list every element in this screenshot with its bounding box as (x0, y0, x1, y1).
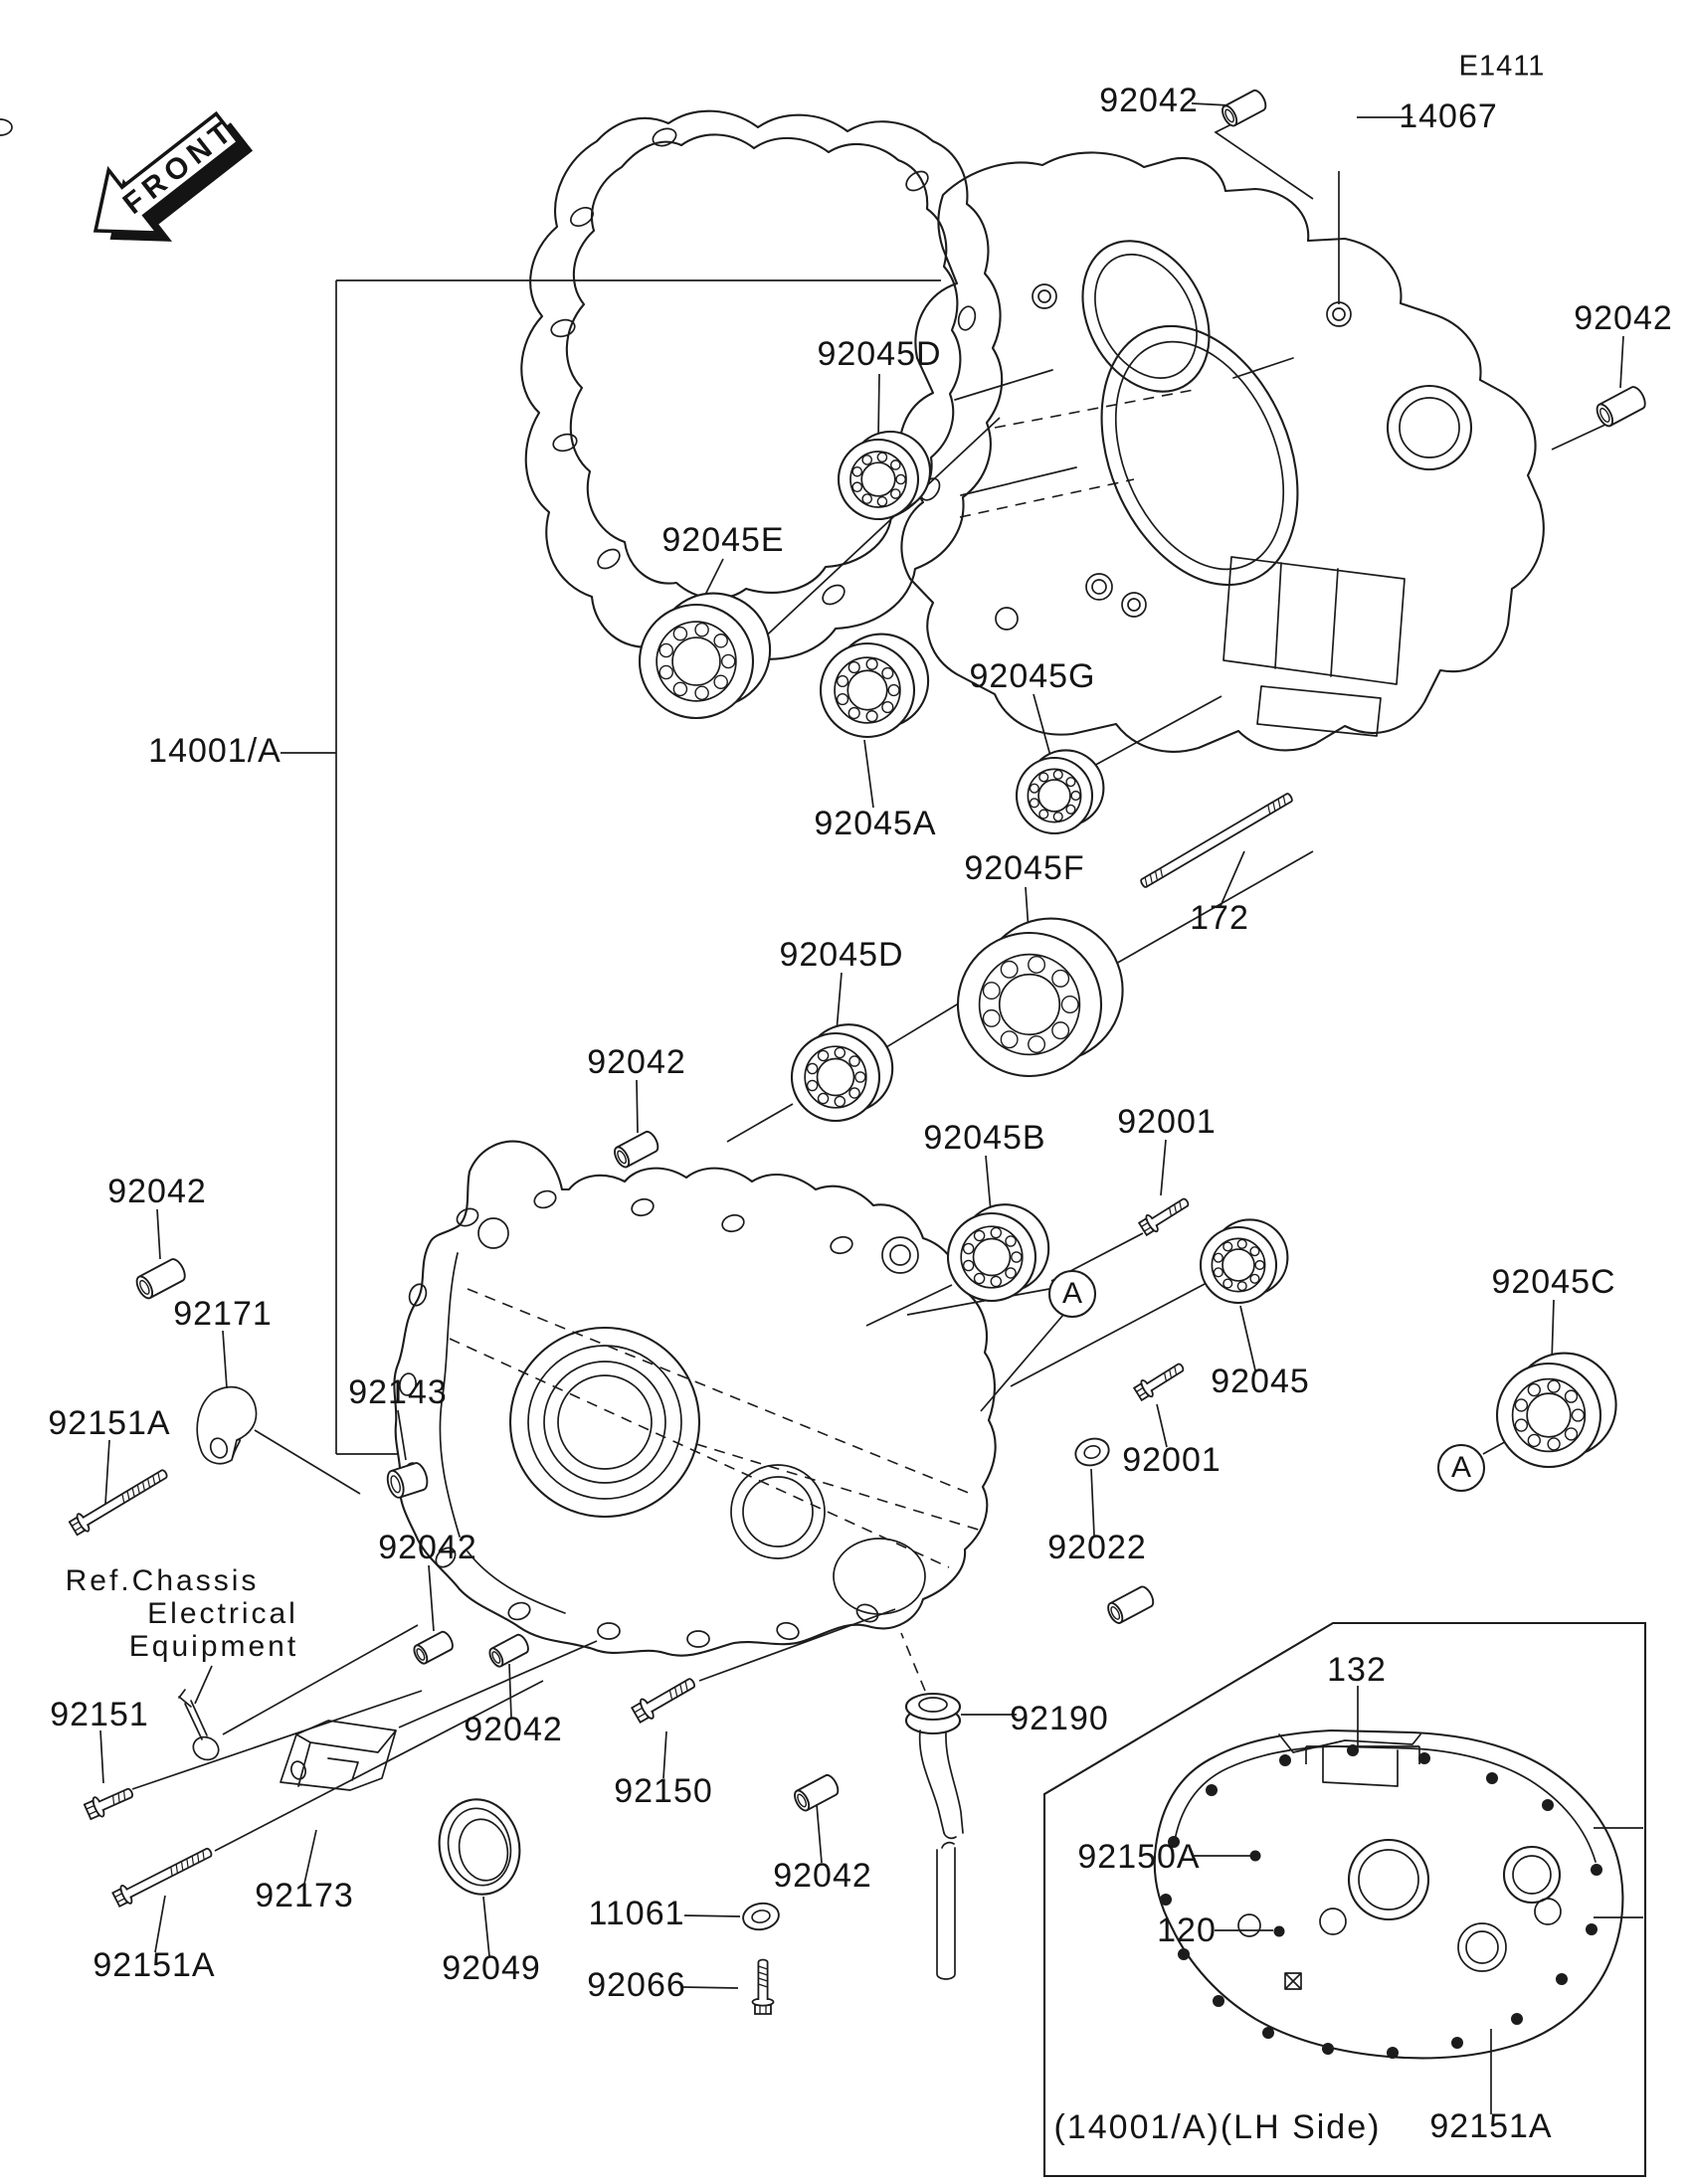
bolt-92001-lower (1133, 1359, 1188, 1402)
detail-marker-text: A (1061, 1276, 1083, 1310)
gasket-outer-outline (521, 111, 1002, 666)
inset-frame (1044, 1623, 1645, 2176)
inset-bolt-dot (1486, 1772, 1498, 1784)
inset-main-bore (1349, 1840, 1428, 1919)
crankcase-lh-outline (394, 1142, 995, 1656)
inset-bolt-dot (1347, 1744, 1359, 1756)
leader-line (215, 1681, 543, 1851)
dowel-pin-92042-top (1220, 89, 1268, 128)
bearing-92045C (1497, 1354, 1616, 1467)
inset-bolt-dot (1556, 1973, 1568, 1985)
part-label-92190: 92190 (1010, 1699, 1109, 1737)
part-label-ref-line1: Ref.Chassis (65, 1563, 260, 1597)
breather-hose-92190 (906, 1694, 963, 1979)
part-label-92171: 92171 (173, 1294, 273, 1333)
crankcase-lh-details (398, 1188, 925, 1647)
part-label-92045F: 92045F (964, 848, 1085, 887)
inset-case-inner-contour (1174, 1746, 1596, 1862)
hidden-line (696, 1444, 985, 1532)
leader-endpoint-dot (1274, 1926, 1285, 1937)
part-label-page-code: E1411 (1458, 50, 1546, 83)
detail-marker-A (1438, 1445, 1484, 1491)
bolt-92066 (753, 1960, 774, 2015)
leader-line (981, 1315, 1063, 1411)
leader-lines (100, 103, 1643, 2114)
leader-line (1090, 696, 1221, 768)
leader-line (1216, 121, 1313, 199)
dowel-pin-92042-a (412, 1630, 456, 1666)
leader-line (684, 1915, 740, 1916)
leader-endpoint-dot (1250, 1851, 1261, 1862)
leader-line (1620, 336, 1623, 388)
inset-bolt-dot (1322, 2043, 1334, 2055)
inset-bolt-dot (1387, 2047, 1399, 2059)
part-label-132: 132 (1327, 1650, 1387, 1689)
part-label-92151A-bottomright: 92151A (1429, 2106, 1553, 2145)
leader-line (509, 1664, 511, 1718)
bearing-92045D-lower (792, 1024, 892, 1121)
part-label-92045C: 92045C (1491, 1262, 1616, 1301)
part-label-92151A-upperleft: 92151A (48, 1403, 171, 1442)
part-label-ref-line2: Electrical (147, 1596, 298, 1630)
bolt-92151A-bottomleft (111, 1843, 215, 1909)
inset-bolt-dot (1178, 1948, 1190, 1960)
leader-line (1552, 1300, 1554, 1362)
part-label-92066: 92066 (587, 1965, 686, 2004)
part-label-92042-left: 92042 (107, 1172, 207, 1210)
inset-bolt-dot (1262, 2027, 1274, 2039)
hidden-line (995, 390, 1194, 428)
hidden-line (901, 1633, 925, 1691)
dowel-pin-92042-inset (1105, 1584, 1156, 1625)
part-label-92042-a: 92042 (378, 1528, 477, 1566)
oil-seal-92049 (431, 1792, 528, 1903)
inset-bolt-dot (1591, 1864, 1602, 1876)
leader-line (837, 973, 842, 1031)
leader-line (157, 1209, 160, 1259)
bearing-92045G (1017, 750, 1103, 833)
part-label-92001-lower: 92001 (1122, 1440, 1221, 1479)
bearing-92045F (958, 919, 1123, 1076)
washer-11061 (741, 1901, 781, 1932)
leader-line (132, 1691, 422, 1789)
inset-bolt-dot (1213, 1995, 1224, 2007)
leader-line (155, 1896, 165, 1952)
bolt-92001-upper (1138, 1193, 1193, 1237)
bolt-92151A-upperleft (69, 1464, 171, 1537)
inset-bolt-dot (1206, 1784, 1218, 1796)
part-label-92045: 92045 (1211, 1362, 1310, 1400)
inset-bolt-dot (1451, 2037, 1463, 2049)
part-label-92045G: 92045G (969, 656, 1096, 695)
leader-line (255, 1430, 360, 1494)
dowel-pin-92042-mid (612, 1130, 660, 1170)
dowel-pin-92042-right (1594, 385, 1648, 429)
leader-line (483, 1897, 489, 1956)
inset-bolt-dot (1279, 1754, 1291, 1766)
part-label-92042-mid: 92042 (587, 1042, 686, 1081)
dowel-pin-92143 (385, 1461, 431, 1500)
cotter-pin (179, 1690, 222, 1763)
part-label-92045A: 92045A (814, 804, 937, 842)
hidden-line (960, 479, 1134, 517)
detail-marker-A (1049, 1271, 1095, 1317)
inset-bolt-dot (1160, 1894, 1172, 1906)
leader-line (429, 1565, 434, 1631)
leader-line (986, 1156, 991, 1211)
part-label-caption: (14001/A)(LH Side) (1053, 2107, 1382, 2146)
part-label-92045B: 92045B (923, 1118, 1046, 1157)
part-label-11061: 11061 (588, 1894, 685, 1932)
bearing-92045D-upper (839, 432, 930, 519)
bearing-92045A (821, 635, 928, 737)
inset-bolt-dot (1586, 1923, 1597, 1935)
crankcase-drawings (0, 111, 1544, 1979)
leader-line (398, 1410, 406, 1460)
bearing-92045E (640, 594, 770, 718)
leader-line (1161, 1140, 1166, 1195)
bolt-92151 (84, 1782, 136, 1821)
front-arrow-label: FRONT (116, 112, 243, 221)
leader-line (105, 1440, 109, 1504)
hardware-parts (69, 89, 1648, 2014)
part-label-92042-right: 92042 (1574, 298, 1673, 337)
leader-line (195, 1666, 212, 1704)
part-label-92045E: 92045E (661, 520, 785, 559)
leader-line (727, 1104, 793, 1142)
part-label-92150: 92150 (614, 1771, 713, 1810)
part-label-92022: 92022 (1047, 1528, 1147, 1566)
part-label-ref-line3: Equipment (128, 1629, 299, 1663)
part-label-92143: 92143 (348, 1372, 448, 1411)
hidden-line (450, 1339, 949, 1567)
part-label-172: 172 (1190, 898, 1249, 937)
leader-line (864, 740, 873, 808)
part-label-92049: 92049 (442, 1948, 541, 1987)
leader-line (637, 1080, 638, 1133)
bearing-92045B (948, 1204, 1048, 1301)
leader-line (100, 1730, 103, 1783)
detail-marker-text: A (1450, 1450, 1472, 1484)
leader-line (1552, 424, 1607, 450)
leader-line (817, 1804, 822, 1863)
leader-line (223, 1331, 227, 1388)
inset-lh-side-view (1044, 1623, 1645, 2176)
part-label-92045D-upper: 92045D (817, 334, 942, 373)
part-label-92151A-bottomleft: 92151A (93, 1945, 216, 1984)
washer-92022 (1072, 1434, 1112, 1469)
inset-bolt-dot (1418, 1752, 1430, 1764)
leader-line (1240, 1306, 1255, 1370)
inset-bolt-dot (1511, 2013, 1523, 2025)
clamp-92171-hole (208, 1436, 230, 1460)
leader-line (1033, 694, 1050, 756)
part-label-14067: 14067 (1399, 96, 1498, 135)
part-label-92150A: 92150A (1077, 1837, 1201, 1876)
leader-line (1091, 1469, 1094, 1536)
part-label-120: 120 (1157, 1911, 1217, 1949)
front-direction-arrow (71, 92, 266, 274)
leader-line (878, 374, 879, 438)
part-label-92151: 92151 (50, 1695, 149, 1733)
leader-line (663, 1731, 666, 1778)
part-label-92042-top: 92042 (1099, 81, 1199, 119)
part-label-92173: 92173 (255, 1876, 354, 1914)
dowel-pin-92042-b (487, 1633, 531, 1669)
inset-top-bracket (1279, 1734, 1420, 1786)
bearing-92045 (1201, 1219, 1287, 1303)
part-label-92042-b: 92042 (464, 1710, 563, 1748)
leader-line (682, 1987, 738, 1988)
part-label-14001A: 14001/A (148, 731, 282, 770)
part-label-92045D-lower: 92045D (779, 935, 904, 974)
part-label-92042-hose: 92042 (773, 1856, 872, 1895)
hidden-line (468, 1289, 971, 1494)
inset-bolt-dot (1542, 1799, 1554, 1811)
stud-172 (1140, 793, 1293, 888)
bolt-92150 (631, 1673, 699, 1725)
leader-line (304, 1830, 316, 1884)
part-label-92001-upper: 92001 (1117, 1102, 1217, 1141)
leader-line (866, 1285, 952, 1326)
